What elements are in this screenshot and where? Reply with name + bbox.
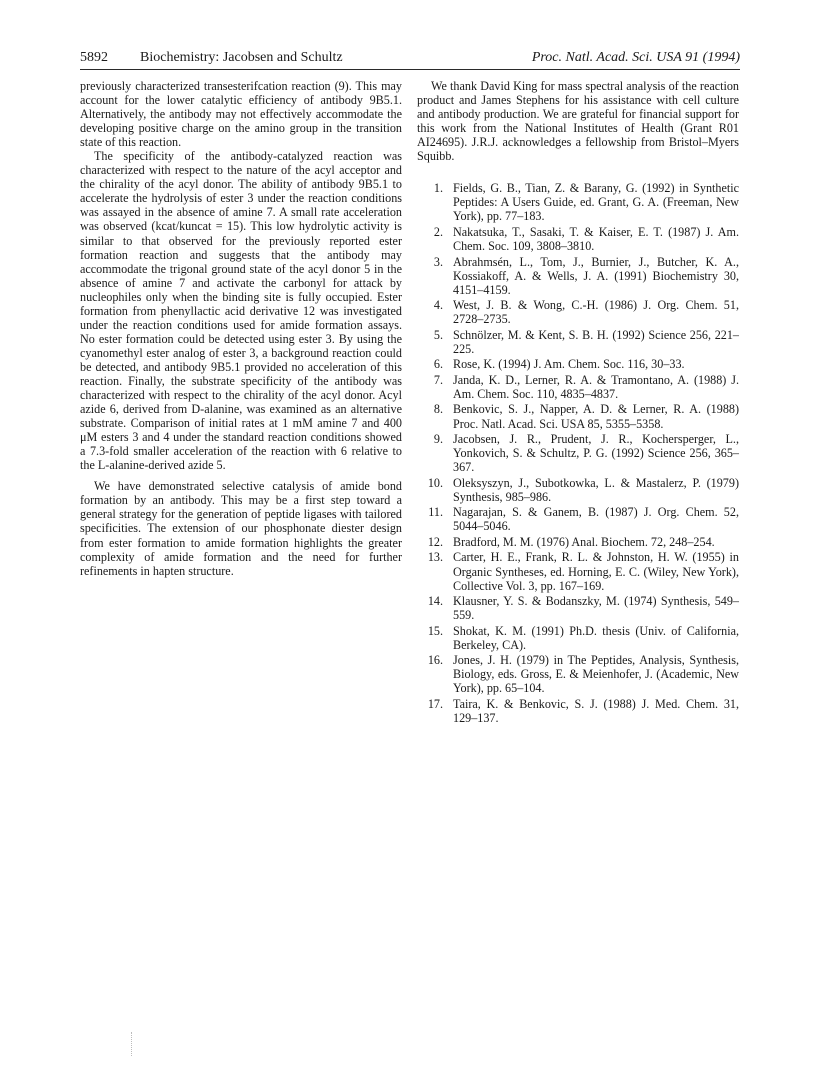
page-header [80,50,740,70]
reference-text: Jacobsen, J. R., Prudent, J. R., Kochersperger, L., Yonkovich, S. & Schultz, P. G. (1992) Science 256, 365–367. [453,432,739,475]
reference-number: 16. [427,653,443,668]
reference-text: Oleksyszyn, J., Subotkowka, L. & Mastalerz, P. (1979) Synthesis, 985–986. [453,475,739,504]
reference-number: 6. [433,357,443,372]
reference-item [417,594,739,622]
reference-item [417,255,739,297]
reference-number: 14. [427,594,443,609]
reference-text: Carter, H. E., Frank, R. L. & Johnston, H. W. (1955) in Organic Syntheses, ed. Horning, E. C. (Wiley, New York), Collective Vol. 3, pp. 167–169. [453,550,739,593]
reference-number: 17. [427,696,443,711]
paragraph-conclusion: We have demonstrated selective catalysis of amide bond formation by an antibody. This may be a first step toward a general strategy for the generation of peptide ligases with tailored specificities. The extension of our phosphonate diester design from ester formation to amide formation highlights the greater complexity of amide formation and the need for further refinements in hapten structure. [80,479,402,578]
reference-number: 1. [433,181,443,196]
acknowledgments: We thank David King for mass spectral analysis of the reaction product and James Stephens for his assistance with cell culture and antibody production. We are grateful for financial support for this work from the National Institutes of Health (Grant R01 AI24695). J.R.J. acknowledges a fellowship from Bristol–Myers Squibb. [417,79,739,164]
reference-text: Fields, G. B., Tian, Z. & Barany, G. (1992) in Synthetic Peptides: A Users Guide, ed. Grant, G. A. (Freeman, New York), pp. 77–183. [453,181,739,224]
reference-item [417,225,739,253]
reference-text: Bradford, M. M. (1976) Anal. Biochem. 72, 248–254. [453,534,715,549]
reference-text: Taira, K. & Benkovic, S. J. (1988) J. Med. Chem. 31, 129–137. [453,696,739,725]
reference-text: West, J. B. & Wong, C.-H. (1986) J. Org. Chem. 51, 2728–2735. [453,298,739,327]
reference-number: 5. [433,327,443,342]
reference-list [417,181,739,725]
reference-text: Nakatsuka, T., Sasaki, T. & Kaiser, E. T. (1987) J. Am. Chem. Soc. 109, 3808–3810. [453,224,739,253]
reference-number: 7. [433,372,443,387]
reference-text: Jones, J. H. (1979) in The Peptides, Analysis, Synthesis, Biology, eds. Gross, E. & Meienhofer, J. (Academic, New York), pp. 65–104. [453,653,739,696]
reference-number: 4. [433,298,443,313]
reference-text: Klausner, Y. S. & Bodanszky, M. (1974) Synthesis, 549–559. [453,594,739,623]
reference-number: 11. [428,505,443,520]
paragraph-continuation: previously characterized transesterifcation reaction (9). This may account for the lower catalytic efficiency of antibody 9B5.1. Alternatively, the antibody may not effectively accommodate the developing positive charge on the amino group in the transition state of this reaction. [80,79,402,150]
reference-number: 3. [433,254,443,269]
reference-number: 2. [433,224,443,239]
reference-text: Benkovic, S. J., Napper, A. D. & Lerner, R. A. (1988) Proc. Natl. Acad. Sci. USA 85, 5355–5358. [453,402,739,431]
left-column [80,79,402,578]
reference-item [417,550,739,592]
reference-item [417,373,739,401]
page-number: 5892 [80,50,108,65]
reference-item [417,697,739,725]
reference-item [417,653,739,695]
reference-text: Rose, K. (1994) J. Am. Chem. Soc. 116, 30–33. [453,357,685,372]
reference-text: Shokat, K. M. (1991) Ph.D. thesis (Univ. of California, Berkeley, CA). [453,623,739,652]
reference-item [417,328,739,356]
right-column [417,79,739,727]
reference-item [417,535,739,549]
reference-number: 9. [433,432,443,447]
reference-number: 8. [433,402,443,417]
header-rule [80,69,740,70]
reference-number: 13. [427,550,443,565]
reference-text: Nagarajan, S. & Ganem, B. (1987) J. Org. Chem. 52, 5044–5046. [453,505,739,534]
reference-item [417,624,739,652]
reference-item [417,402,739,430]
reference-item [417,505,739,533]
reference-text: Janda, K. D., Lerner, R. A. & Tramontano, A. (1988) J. Am. Chem. Soc. 110, 4835–4837. [453,372,739,401]
reference-item [417,298,739,326]
reference-item [417,357,739,371]
paragraph-specificity: The specificity of the antibody-catalyzed reaction was characterized with respect to the nature of the acyl acceptor and the chirality of the acyl donor. The ability of antibody 9B5.1 to accelerate the hydrolysis of ester 3 under the reaction conditions was assayed in the absence of amine 7. A small rate acceleration was observed (kcat/kuncat = 15). This low hydrolytic activity is similar to that observed for the previously reported ester formation reaction and suggests that the antibody may accommodate the trigonal ground state of the acyl donor 5 in the absence of amine 7 and activate the carbonyl for attack by nucleophiles only when the binding site is fully occupied. Ester formation from phenyllactic acid derivative 12 was investigated under the reaction conditions used for amide formation assays. No ester formation could be detected using ester 3. By using the cyanomethyl ester analog of ester 3, a background reaction could be detected, and antibody 9B5.1 provided no acceleration of this reaction. Finally, the substrate specificity of the antibody was characterized with respect to the chirality of the acyl donor. Acyl azide 6, derived from D-alanine, was examined as an alternative substrate. Comparison of initial rates at 1 mM amine 7 and 400 μM esters 3 and 4 under the standard reaction conditions showed a 7.3-fold smaller acceleration of the reaction with 6 relative to the L-alanine-derived azide 5. [80,149,402,473]
reference-item [417,432,739,474]
reference-item [417,181,739,223]
reference-item [417,476,739,504]
scan-mark [131,1032,133,1056]
reference-text: Schnölzer, M. & Kent, S. B. H. (1992) Science 256, 221–225. [453,327,739,356]
reference-number: 12. [427,534,443,549]
journal-citation: Proc. Natl. Acad. Sci. USA 91 (1994) [531,50,740,65]
reference-number: 10. [427,475,443,490]
running-title: Biochemistry: Jacobsen and Schultz [140,50,343,65]
reference-text: Abrahmsén, L., Tom, J., Burnier, J., Butcher, K. A., Kossiakoff, A. & Wells, J. A. (1991) Biochemistry 30, 4151–4159. [453,254,739,297]
reference-number: 15. [427,623,443,638]
